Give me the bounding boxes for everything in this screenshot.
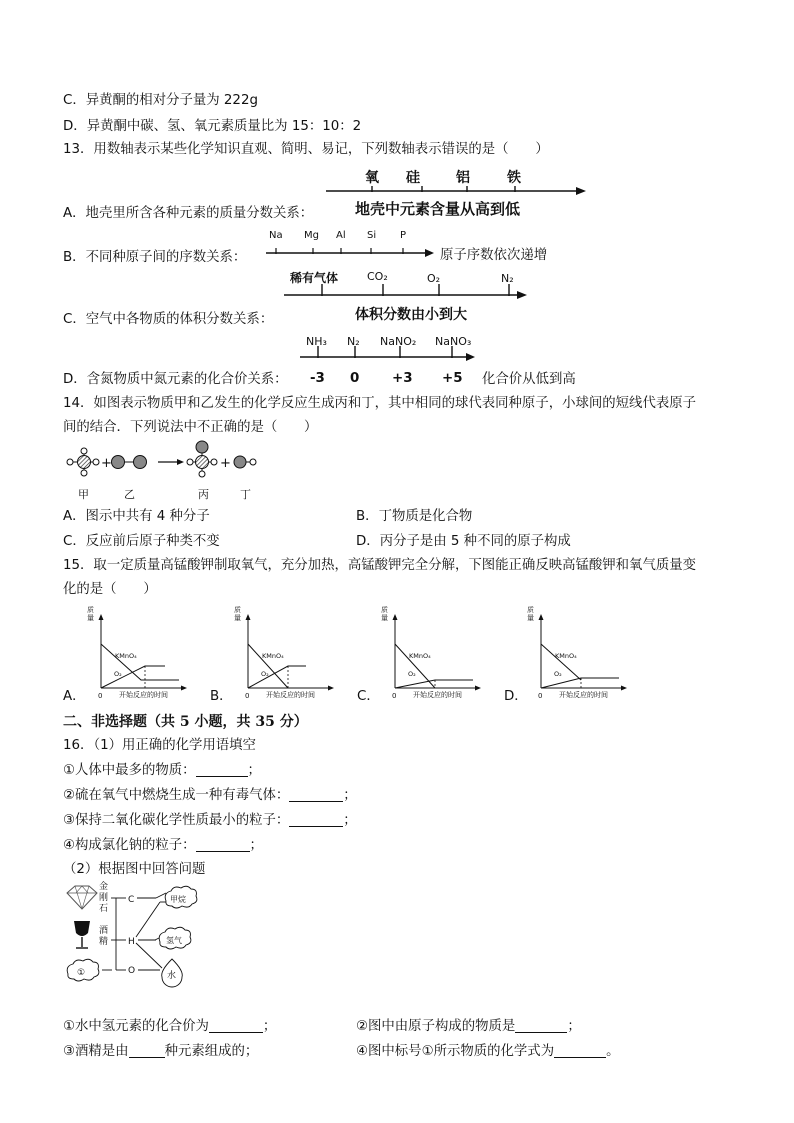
diamond-label-3: 石	[99, 904, 109, 914]
x-label: 开始反应的时间	[413, 691, 462, 699]
axis-c-tick-3: N₂	[501, 272, 514, 285]
y-label-2: 量	[87, 614, 94, 622]
axis-b-tick-4: P	[400, 230, 407, 241]
axis-c-tick-1: CO₂	[367, 270, 388, 283]
axis-c-tick-2: O₂	[427, 272, 441, 285]
water-label: 水	[167, 971, 177, 981]
methane-label: 甲烷	[170, 895, 186, 904]
answer-blank[interactable]	[515, 1018, 567, 1033]
graph-d-letter: D．	[504, 689, 528, 704]
q14-stem-line2: 间的结合．下列说法中不正确的是（ ）	[63, 420, 318, 435]
answer-blank[interactable]	[209, 1018, 263, 1033]
unknown-substance-cloud	[67, 959, 99, 981]
alcohol-label-2: 精	[99, 937, 109, 947]
q16-item-1: ①人体中最多的物质： ；	[63, 763, 261, 778]
x-label: 开始反应的时间	[559, 691, 608, 699]
x-label: 开始反应的时间	[266, 691, 315, 699]
graph-c-letter: C．	[357, 689, 380, 704]
q16-question-2: ②图中由原子构成的物质是 ；	[356, 1019, 581, 1034]
axis-a-tick-0: 氧	[365, 170, 379, 186]
o2-label: O₂	[114, 670, 122, 678]
answer-blank[interactable]	[129, 1043, 165, 1058]
methane-cloud	[165, 886, 197, 908]
q16-item-3: ③保持二氧化碳化学性质最小的粒子： ；	[63, 813, 357, 828]
label-jia: 甲	[78, 488, 89, 501]
origin-label: 0	[538, 692, 543, 700]
y-label-2: 量	[234, 614, 241, 622]
axis-a-tick-1: 硅	[406, 170, 420, 186]
kmno4-label: KMnO₄	[409, 652, 431, 660]
kmno4-label: KMnO₄	[115, 652, 137, 660]
q14-option-b: B．丁物质是化合物	[356, 509, 473, 524]
axis-c-caption: 体积分数由小到大	[355, 307, 467, 323]
y-label-1: 质	[527, 606, 534, 614]
circle-1-label: ①	[77, 968, 86, 978]
y-label-2: 量	[527, 614, 534, 622]
axis-d-caption: 化合价从低到高	[482, 372, 576, 387]
atom-h: H	[128, 937, 135, 947]
label-yi: 乙	[124, 488, 135, 501]
q16-question-3: ③酒精是由 种元素组成的；	[63, 1044, 259, 1059]
origin-label: 0	[392, 692, 397, 700]
axis-a-tick-3: 铁	[507, 170, 521, 186]
q16-item-4: ④构成氯化钠的粒子： ；	[63, 838, 263, 853]
label-ding: 丁	[240, 488, 251, 501]
q14-option-a: A．图示中共有 4 种分子	[63, 509, 210, 524]
q14-option-c: C．反应前后原子种类不变	[63, 534, 220, 549]
axis-d-tick-0: NH₃	[306, 335, 327, 348]
answer-blank[interactable]	[554, 1043, 606, 1058]
origin-label: 0	[98, 692, 103, 700]
atom-c: C	[128, 895, 135, 905]
axis-d-tick-3: NaNO₃	[435, 335, 472, 348]
o2-label: O₂	[261, 670, 269, 678]
y-label-2: 量	[381, 614, 388, 622]
diamond-label-1: 金	[99, 882, 109, 892]
axis-d-value-3: +5	[442, 371, 463, 386]
q13-option-a-label: A．地壳里所含各种元素的质量分数关系：	[63, 206, 314, 221]
q14-option-d: D．丙分子是由 5 种不同的原子构成	[356, 534, 571, 549]
o2-label: O₂	[408, 670, 416, 678]
axis-b-tick-2: Al	[336, 230, 346, 241]
kmno4-label: KMnO₄	[555, 652, 577, 660]
kmno4-label: KMnO₄	[262, 652, 284, 660]
label-bing: 丙	[198, 488, 209, 501]
axis-a-caption: 地壳中元素含量从高到低	[355, 200, 521, 218]
diamond-label-2: 刚	[99, 893, 109, 903]
graph-a-letter: A．	[63, 689, 86, 704]
q16-part2: （2）根据图中回答问题	[63, 862, 206, 877]
axis-c-tick-0: 稀有气体	[290, 271, 339, 285]
q13-option-d-label: D．含氮物质中氮元素的化合价关系：	[63, 372, 288, 387]
axis-b-tick-3: Si	[367, 230, 377, 241]
axis-b-tick-0: Na	[269, 230, 283, 241]
plus-1: +	[101, 456, 112, 471]
q16-question-1: ①水中氢元素的化合价为 ；	[63, 1019, 277, 1034]
y-label-1: 质	[87, 606, 94, 614]
hydrogen-label: 氢气	[166, 936, 182, 945]
q16-item-2: ②硫在氧气中燃烧生成一种有毒气体： ；	[63, 788, 357, 803]
q12-option-d: D．异黄酮中碳、氢、氧元素质量比为 15：10：2	[63, 119, 362, 134]
axis-d-tick-2: NaNO₂	[380, 335, 417, 348]
hydrogen-cloud	[159, 927, 191, 949]
q13-stem: 13．用数轴表示某些化学知识直观、简明、易记，下列数轴表示错误的是（ ）	[63, 142, 549, 157]
q15-stem-line1: 15．取一定质量高锰酸钾制取氧气，充分加热，高锰酸钾完全分解，下图能正确反映高锰酸钾和氧气质量变	[63, 558, 697, 573]
q16-question-4: ④图中标号①所示物质的化学式为 。	[356, 1044, 620, 1059]
y-label-1: 质	[381, 606, 388, 614]
q12-option-c: C．异黄酮的相对分子量为 222g	[63, 93, 258, 108]
q14-stem-line1: 14．如图表示物质甲和乙发生的化学反应生成丙和丁，其中相同的球代表同种原子，小球间的短线代表原子	[63, 396, 697, 411]
diamond-icon	[67, 886, 97, 909]
axis-a-tick-2: 铝	[456, 170, 470, 186]
graph-b-letter: B．	[210, 689, 233, 704]
plus-2: +	[220, 456, 231, 471]
x-label: 开始反应的时间	[119, 691, 168, 699]
axis-d-tick-1: N₂	[347, 335, 360, 348]
atom-o: O	[128, 966, 136, 976]
origin-label: 0	[245, 692, 250, 700]
wine-glass-icon	[74, 921, 90, 948]
axis-d-value-1: 0	[350, 371, 360, 386]
water-drop-icon	[162, 959, 183, 987]
q15-stem-line2: 化的是（ ）	[63, 582, 157, 597]
q13-option-b-label: B．不同种原子间的序数关系：	[63, 250, 247, 265]
axis-b-caption: 原子序数依次递增	[440, 248, 548, 263]
alcohol-label-1: 酒	[99, 926, 109, 936]
q16-part1: 16．（1）用正确的化学用语填空	[63, 738, 256, 753]
y-label-1: 质	[234, 606, 241, 614]
diagram-links	[102, 893, 168, 970]
section-2-title: 二、非选择题（共 5 小题，共 35 分）	[63, 714, 308, 730]
q13-option-c-label: C．空气中各物质的体积分数关系：	[63, 312, 274, 327]
axis-d-value-2: +3	[392, 371, 413, 386]
o2-label: O₂	[554, 670, 562, 678]
axis-b-tick-1: Mg	[304, 230, 319, 241]
axis-d-value-0: -3	[310, 371, 325, 386]
